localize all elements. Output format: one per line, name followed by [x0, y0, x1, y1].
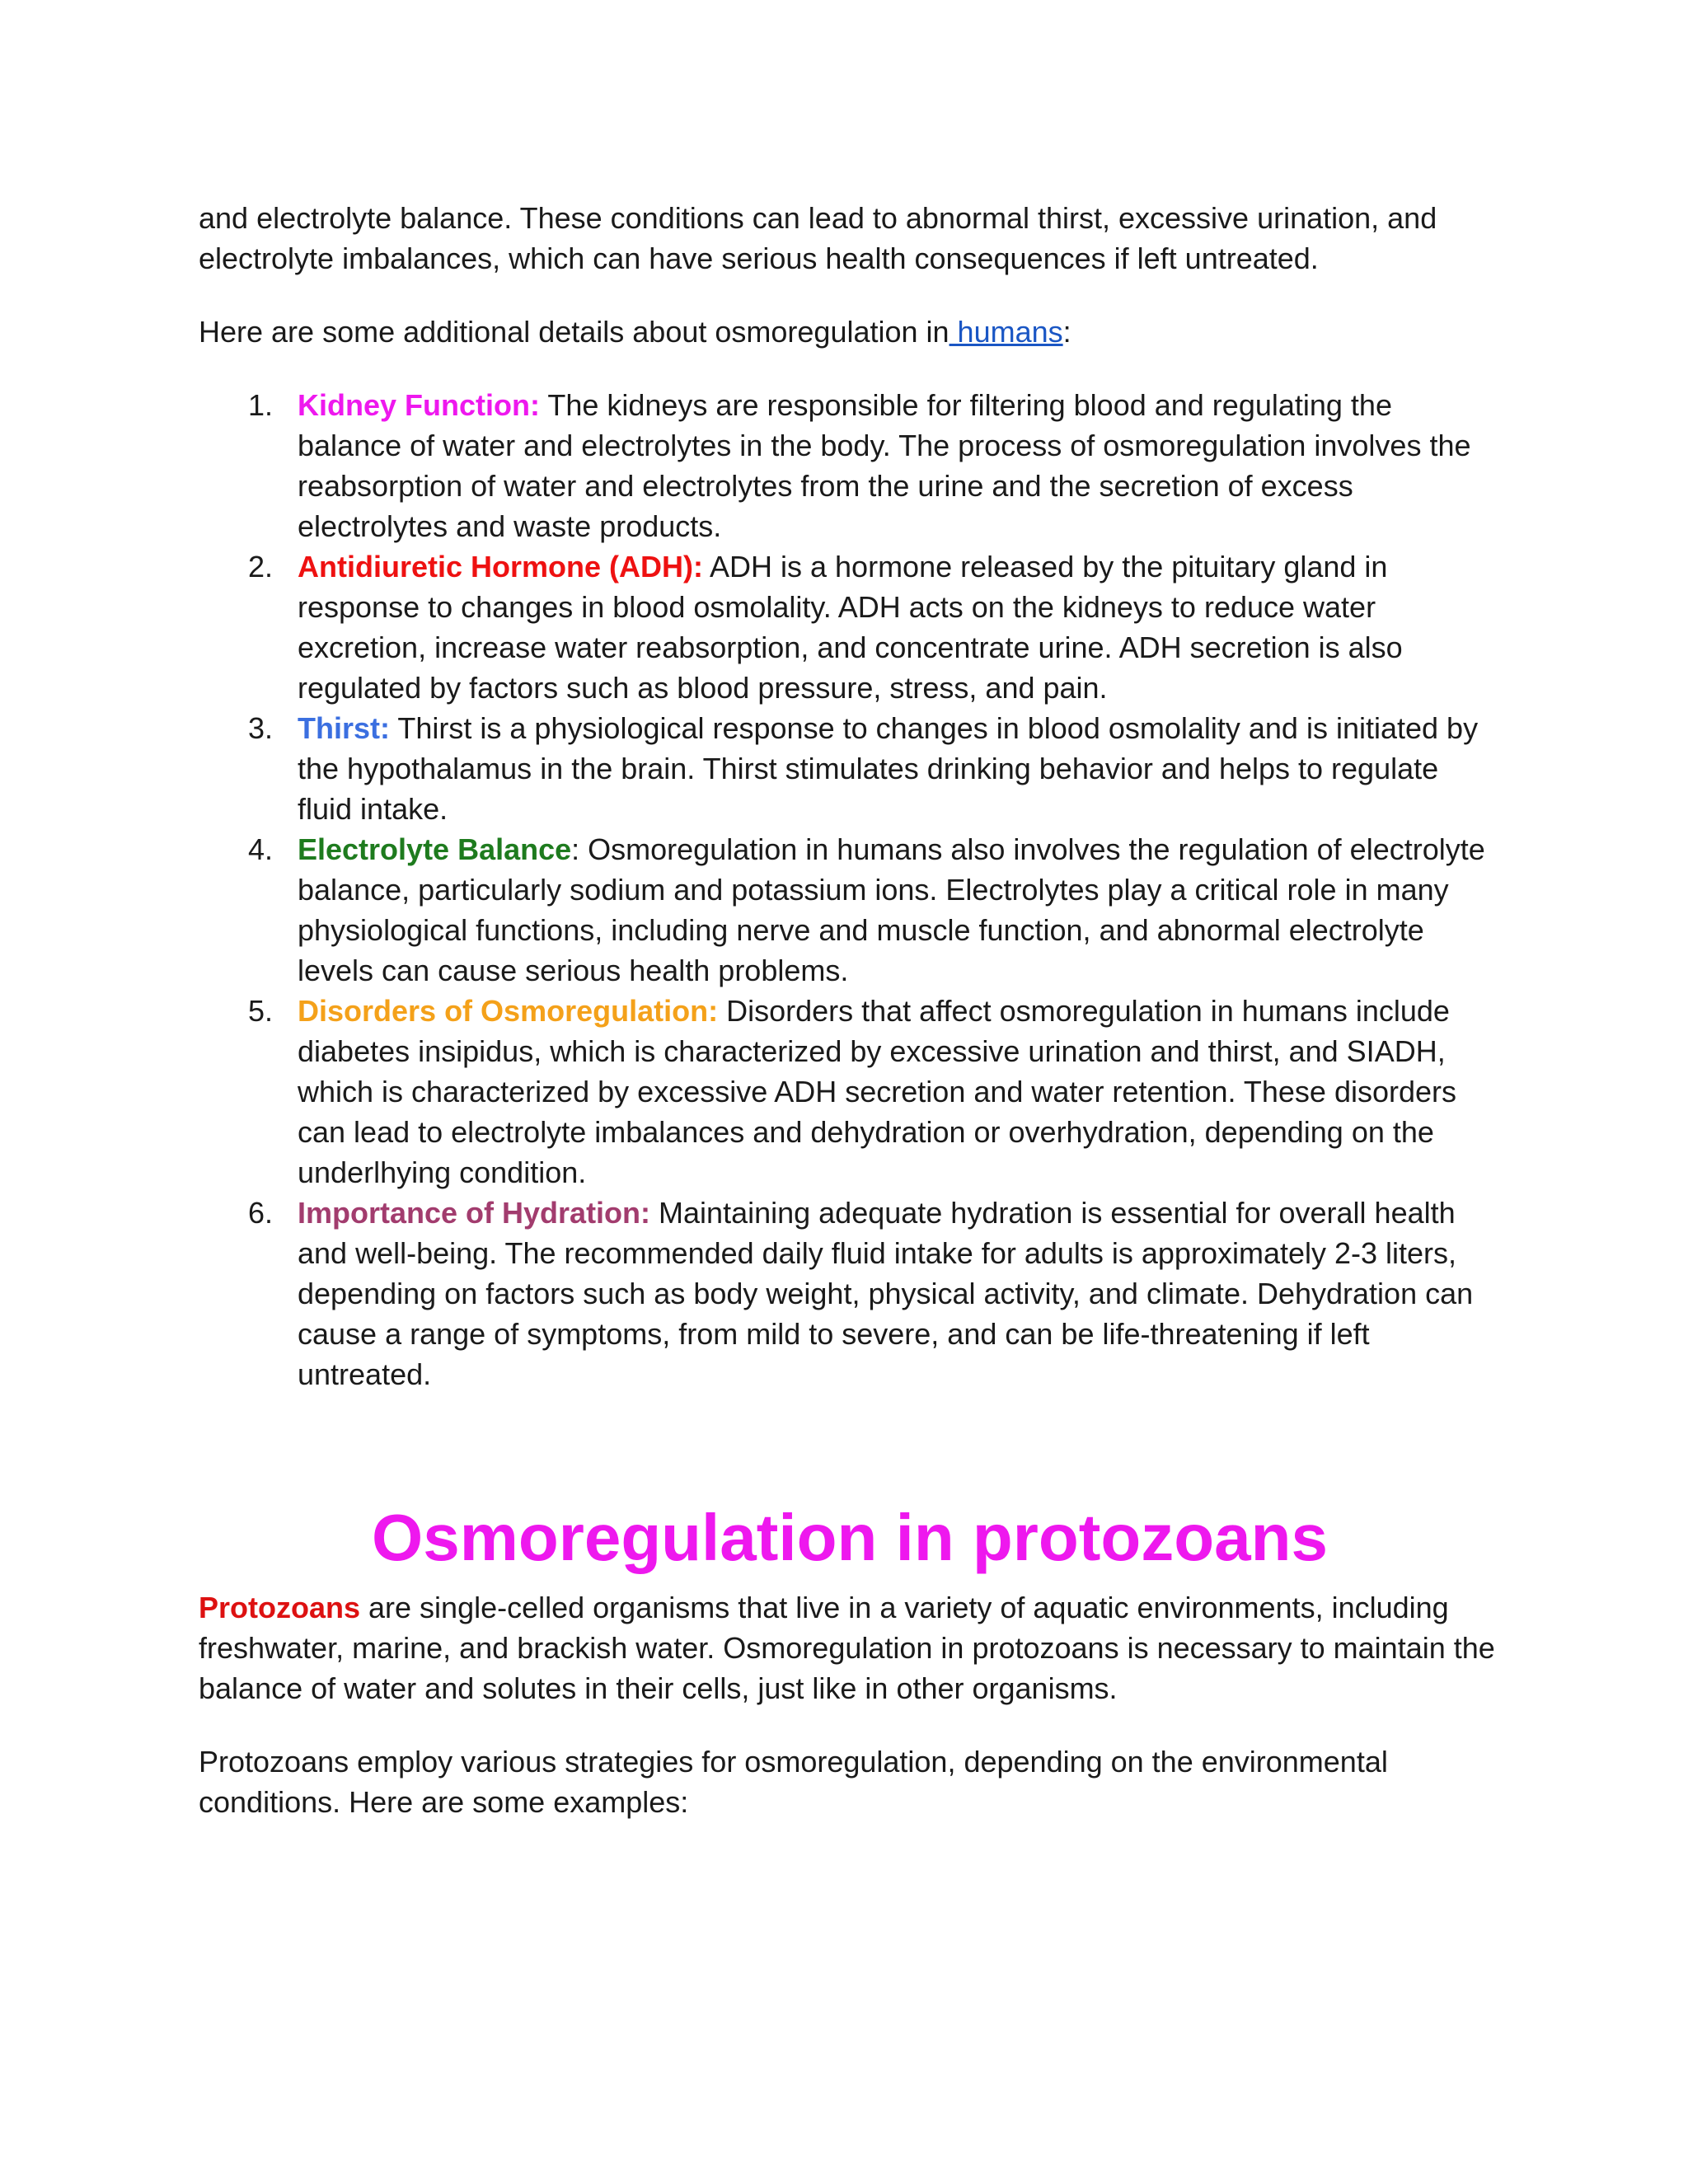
- list-text: Maintaining adequate hydration is essential for overall health and well-being. The recommended daily fluid intake for adults is approximately 2-3 liters, depending on factors such as body weight, physical activity, and climate. Dehydration can cause a range of symptoms, from mild to severe, and can be life-threatening if left untreated.: [298, 1196, 1474, 1391]
- protozoa-text: are single-celled organisms that live in a variety of aquatic environments, including freshwater, marine, and brackish water. Osmoregulation in protozoans is necessary to maintain the balance of water and solutes in their cells, just like in other organisms.: [199, 1591, 1495, 1705]
- list-term: Kidney Function:: [298, 388, 540, 422]
- osmoregulation-details-list: [199, 385, 1501, 1394]
- list-item: [199, 829, 1501, 991]
- list-item: [199, 385, 1501, 546]
- list-number: 6.: [248, 1196, 274, 1230]
- protozoa-term: Protozoans: [199, 1591, 361, 1624]
- document-page: [199, 198, 1501, 1822]
- list-text: ADH is a hormone released by the pituitary gland in response to changes in blood osmolality. ADH acts on the kidneys to reduce water excretion, increase water reabsorption, and concentrate urine. ADH secretion is also regulated by factors such as blood pressure, stress, and pain.: [298, 550, 1403, 705]
- opening-paragraph: and electrolyte balance. These conditions can lead to abnormal thirst, excessive urination, and electrolyte imbalances, which can have serious health consequences if left untreated.: [199, 201, 1437, 275]
- strategies-paragraph: Protozoans employ various strategies for osmoregulation, depending on the environmental conditions. Here are some examples:: [199, 1745, 1388, 1819]
- list-item: [199, 991, 1501, 1193]
- list-term: Importance of Hydration:: [298, 1196, 651, 1230]
- list-text: The kidneys are responsible for filtering blood and regulating the balance of water and electrolytes in the body. The process of osmoregulation involves the reabsorption of water and electrolytes from the urine and the secretion of excess electrolytes and waste products.: [298, 388, 1471, 543]
- protozoa-paragraph: [199, 1587, 1501, 1708]
- list-term: Thirst:: [298, 711, 390, 745]
- list-item: [199, 546, 1501, 708]
- section-heading: Osmoregulation in protozoans: [371, 1501, 1329, 1574]
- list-term: Antidiuretic Hormone (ADH):: [298, 550, 703, 583]
- list-item: [199, 708, 1501, 829]
- list-number: 2.: [248, 550, 274, 583]
- list-item: [199, 1193, 1501, 1394]
- list-number: 4.: [248, 832, 274, 866]
- list-text: : Osmoregulation in humans also involves the regulation of electrolyte balance, particularly sodium and potassium ions. Electrolytes play a critical role in many physiological functions, including nerve and muscle function, and abnormal electrolyte levels can cause serious health problems.: [298, 832, 1485, 987]
- intro-suffix: :: [1062, 315, 1071, 349]
- list-number: 5.: [248, 994, 274, 1028]
- list-term: Electrolyte Balance: [298, 832, 572, 866]
- intro-paragraph: [199, 312, 1501, 352]
- humans-link[interactable]: humans: [949, 315, 1063, 349]
- list-number: 1.: [248, 388, 274, 422]
- list-text: Disorders that affect osmoregulation in humans include diabetes insipidus, which is characterized by excessive urination and thirst, and SIADH, which is characterized by excessive ADH secretion and water retention. These disorders can lead to electrolyte imbalances and dehydration or overhydration, depending on the underlhying condition.: [298, 994, 1457, 1189]
- list-term: Disorders of Osmoregulation:: [298, 994, 719, 1028]
- list-text: Thirst is a physiological response to changes in blood osmolality and is initiated by the hypothalamus in the brain. Thirst stimulates drinking behavior and helps to regulate fluid intake.: [298, 711, 1479, 826]
- list-number: 3.: [248, 711, 274, 745]
- intro-prefix: Here are some additional details about osmoregulation in: [199, 315, 950, 349]
